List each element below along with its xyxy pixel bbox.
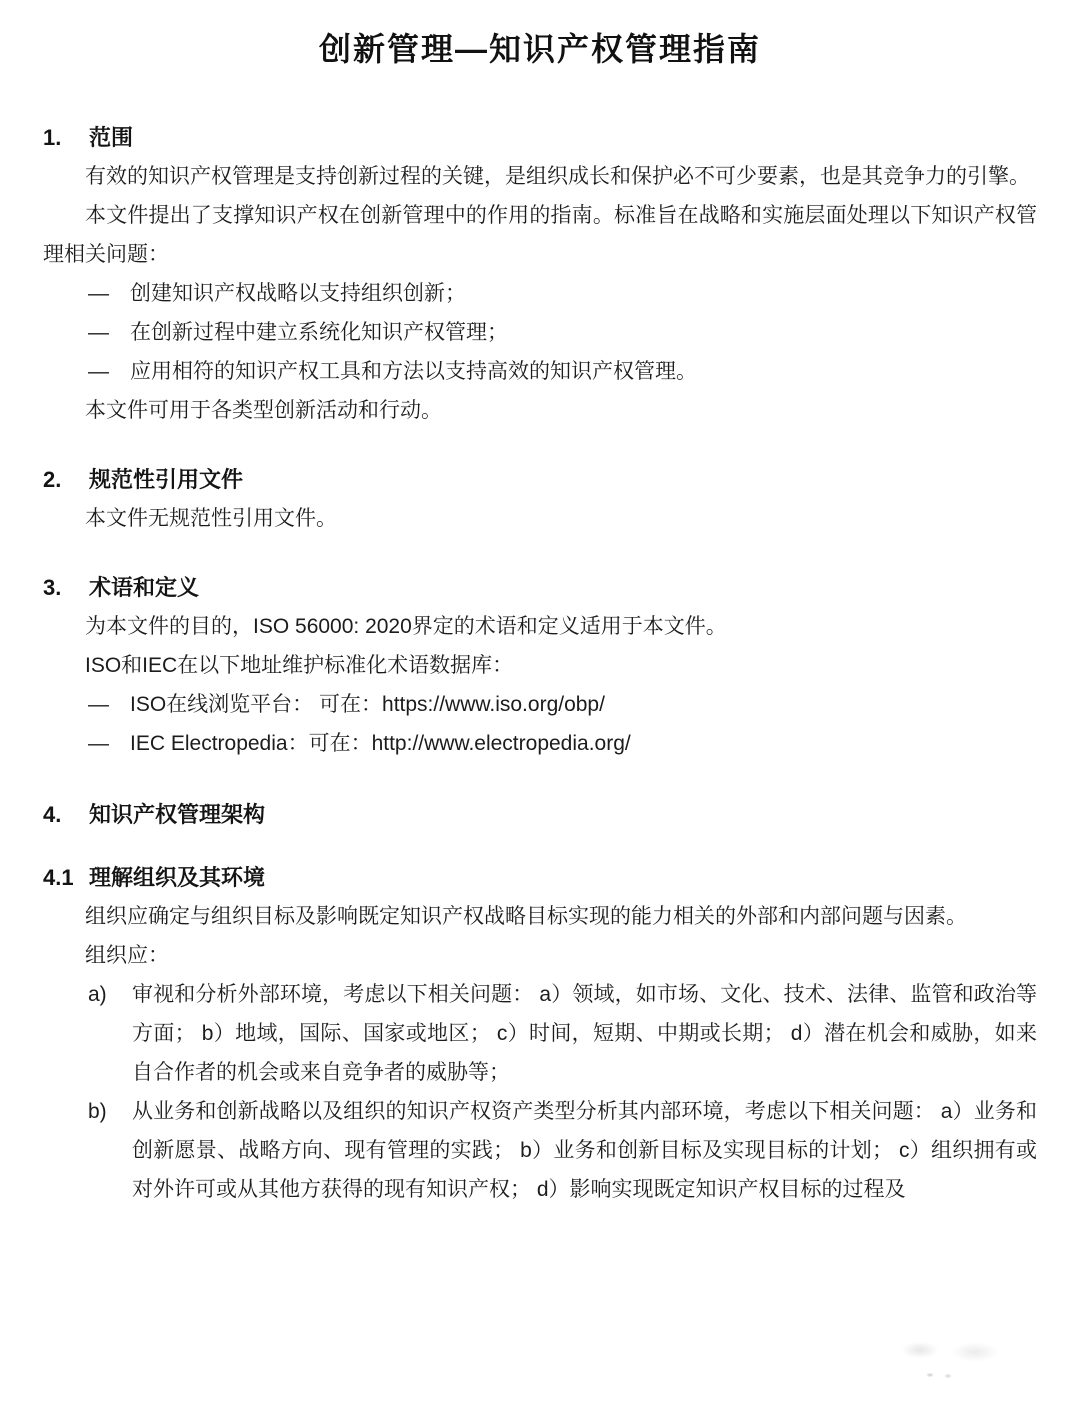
list-item-a-text: 审视和分析外部环境，考虑以下相关问题： a）领域，如市场、文化、技术、法律、监管和政治等方面； b）地域，国际、国家或地区； c）时间，短期、中期或长期； d）潜在机会和威胁，如来自合作者的机会或来自竞争者的威胁等； <box>132 983 1037 1084</box>
dash-list-item <box>88 724 1037 763</box>
dash-list-item <box>88 685 1037 724</box>
dash-marker: — <box>88 282 109 305</box>
dash-item-text: 创建知识产权战略以支持组织创新； <box>130 282 466 305</box>
section-2-title: 规范性引用文件 <box>89 467 244 492</box>
dash-marker: — <box>88 732 109 755</box>
watermark-smudge <box>890 1328 1030 1386</box>
dash-item-text: IEC Electropedia：可在：http://www.electropedia.org/ <box>130 732 631 755</box>
section-2-heading <box>43 460 1037 499</box>
section-1-title: 范围 <box>89 125 134 150</box>
dash-marker: — <box>88 360 109 383</box>
section-3-title: 术语和定义 <box>89 575 200 600</box>
dash-list-item <box>88 313 1037 352</box>
section-1-paragraph-3: 本文件可用于各类型创新活动和行动。 <box>85 399 442 422</box>
section-2-number: 2. <box>43 467 62 492</box>
dash-list-item <box>88 274 1037 313</box>
section-3-paragraph-2: ISO和IEC在以下地址维护标准化术语数据库： <box>85 654 514 677</box>
section-4-title: 知识产权管理架构 <box>89 802 266 827</box>
dash-marker: — <box>88 693 109 716</box>
section-4-1-title: 理解组织及其环境 <box>89 865 266 890</box>
list-item-b <box>88 1092 1037 1209</box>
section-1-paragraph-2: 本文件提出了支撑知识产权在创新管理中的作用的指南。标准旨在战略和实施层面处理以下知识产权管理相关问题： <box>43 204 1037 266</box>
section-4-1-heading <box>43 858 1037 897</box>
section-3-paragraph-1: 为本文件的目的，ISO 56000: 2020界定的术语和定义适用于本文件。 <box>85 615 727 638</box>
dash-item-text: 在创新过程中建立系统化知识产权管理； <box>130 321 508 344</box>
list-item-b-text: 从业务和创新战略以及组织的知识产权资产类型分析其内部环境，考虑以下相关问题： a）业务和创新愿景、战略方向、现有管理的实践； b）业务和创新目标及实现目标的计划； c）组织拥有或对外许可或从其他方获得的现有知识产权； d）影响实现既定知识产权目标的过程及 <box>132 1100 1037 1201</box>
section-4-1-number: 4.1 <box>43 865 74 890</box>
list-item-a <box>88 975 1037 1092</box>
section-3-heading <box>43 568 1037 607</box>
dash-marker: — <box>88 321 109 344</box>
dash-list-item <box>88 352 1037 391</box>
section-3-number: 3. <box>43 575 62 600</box>
dash-item-text: 应用相符的知识产权工具和方法以支持高效的知识产权管理。 <box>130 360 697 383</box>
section-1-paragraph-1: 有效的知识产权管理是支持创新过程的关键，是组织成长和保护必不可少要素，也是其竞争力的引擎。 <box>85 165 1030 188</box>
dash-item-text: ISO在线浏览平台： 可在：https://www.iso.org/obp/ <box>130 693 605 716</box>
section-2-paragraph-1: 本文件无规范性引用文件。 <box>85 507 337 530</box>
section-4-1-paragraph-2: 组织应： <box>85 944 169 967</box>
section-1-number: 1. <box>43 125 62 150</box>
list-item-b-marker: b) <box>88 1100 107 1123</box>
section-1-heading <box>43 118 1037 157</box>
section-4-number: 4. <box>43 802 62 827</box>
document-title: 创新管理—知识产权管理指南 <box>318 31 761 67</box>
section-4-1-paragraph-1: 组织应确定与组织目标及影响既定知识产权战略目标实现的能力相关的外部和内部问题与因素。 <box>85 905 967 928</box>
section-4-heading <box>43 795 1037 834</box>
list-item-a-marker: a) <box>88 983 107 1006</box>
